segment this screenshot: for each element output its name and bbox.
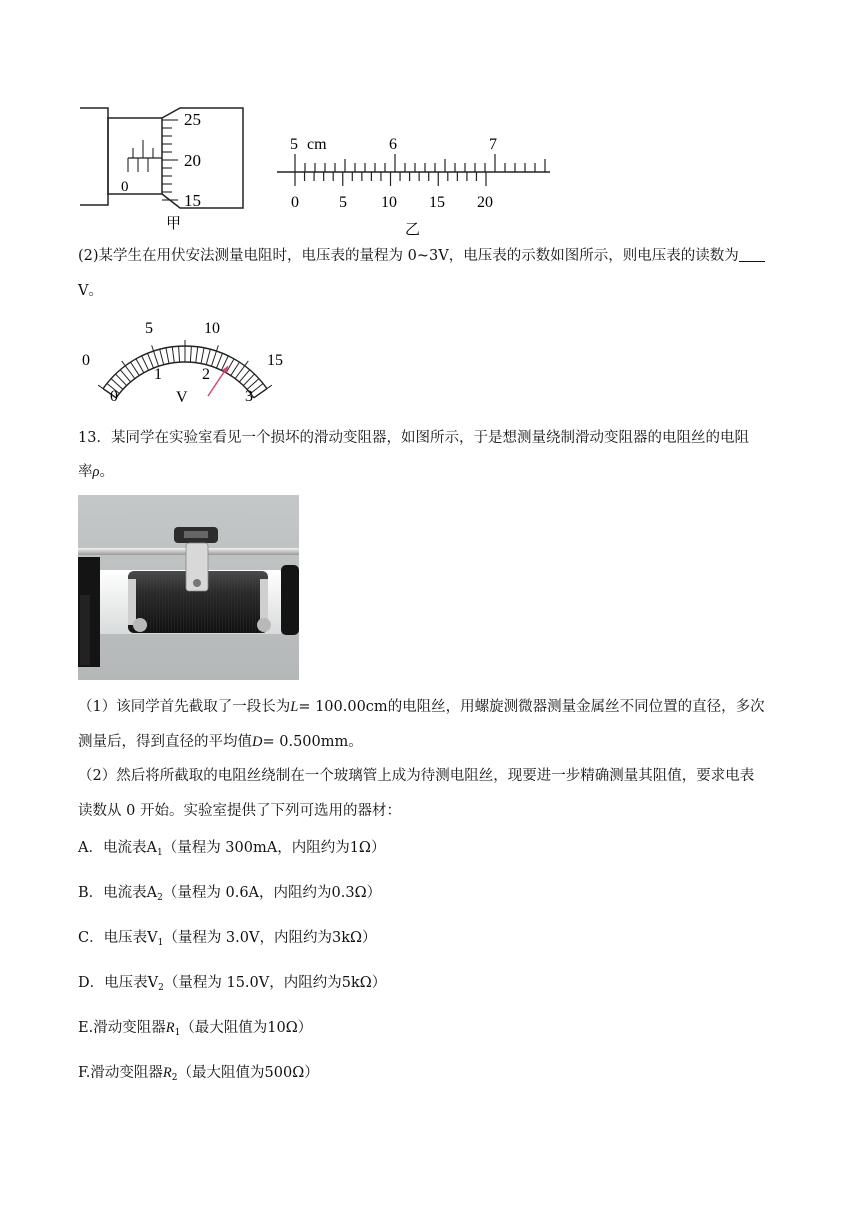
- caliper-caption: 乙: [405, 222, 421, 238]
- option-symbol: A: [146, 885, 158, 901]
- voltmeter-tick: [211, 345, 218, 366]
- upper-scale-label: 0: [82, 352, 90, 369]
- part1-text-cont: 的电阻丝，用螺旋测微器测量金属丝不同位置的直径，多次: [387, 699, 765, 715]
- caliper-vernier-scale: [295, 172, 486, 186]
- lower-scale-label: 3: [245, 388, 253, 405]
- option-detail: （量程为 0.6A，内阻约为0.3Ω）: [162, 885, 382, 901]
- caliper-main-scale: [295, 154, 545, 172]
- voltmeter-tick: [231, 362, 240, 375]
- part2-line-1: （2）然后将所截取的电阻丝绕制在一个玻璃管上成为待测电阻丝，现要进一步精确测量其阻值，要求电表: [78, 768, 755, 784]
- option-subscript: 2: [171, 1073, 178, 1083]
- length-value: = 100.00cm: [298, 699, 388, 715]
- q13-text: 率: [78, 464, 93, 480]
- right-end-cap: [281, 565, 299, 635]
- voltmeter-tick: [136, 359, 144, 373]
- part1-text: 测量后，得到直径的平均值: [78, 734, 252, 750]
- thimble-label: 15: [184, 191, 201, 210]
- voltmeter-tick: [166, 348, 169, 364]
- voltmeter-tick: [216, 353, 222, 368]
- length-symbol: L: [290, 699, 299, 715]
- thimble-label: 25: [184, 110, 201, 129]
- option-detail: （量程为 15.0V，内阻约为5kΩ）: [163, 975, 387, 991]
- q13-line-1: 13．某同学在实验室看见一个损坏的滑动变阻器，如图所示，于是想测量绕制滑动变阻器的电阻丝的电阻: [78, 430, 749, 446]
- option-detail: （量程为 3.0V，内阻约为3kΩ）: [163, 930, 377, 946]
- voltmeter-tick: [160, 349, 164, 364]
- caliper-figure: [275, 130, 565, 238]
- part1-line-1: [78, 697, 765, 717]
- option-symbol: V: [147, 930, 158, 946]
- q2-line-2: V。: [78, 283, 103, 299]
- q2-text: (2)某学生在用伏安法测量电阻时，电压表的量程为 0~3V，电压表的示数如图所示，则电压表的读数为: [78, 248, 739, 264]
- diameter-symbol: D: [252, 734, 263, 750]
- main-scale-label: 5: [290, 136, 298, 153]
- option-subscript: 2: [158, 983, 164, 993]
- option-a: [78, 838, 385, 863]
- option-f: [78, 1063, 319, 1088]
- upper-scale-label: 5: [145, 320, 153, 337]
- option-c: [78, 928, 377, 953]
- option-prefix: E.滑动变阻器: [78, 1020, 166, 1036]
- upper-scale-label: 15: [267, 352, 283, 369]
- voltmeter-tick: [254, 385, 272, 398]
- diameter-value: = 0.500mm: [262, 734, 349, 750]
- option-subscript: 1: [156, 848, 163, 858]
- option-prefix: B．电流表: [78, 885, 147, 901]
- option-subscript: 1: [174, 1028, 181, 1038]
- q13-period: 。: [99, 464, 114, 480]
- vernier-label: 5: [339, 194, 347, 211]
- option-symbol: V: [147, 975, 159, 991]
- option-detail: （最大阻值为500Ω）: [177, 1065, 319, 1081]
- q13-line-2: [78, 462, 114, 482]
- voltmeter-tick: [148, 353, 154, 368]
- lower-scale-label: 1: [154, 366, 162, 383]
- vernier-label: 0: [291, 194, 299, 211]
- part1-line-2: [78, 732, 363, 752]
- vernier-label: 20: [477, 194, 493, 211]
- micrometer-sleeve: [108, 118, 162, 194]
- option-detail: （最大阻值为10Ω）: [180, 1020, 313, 1036]
- part1-period: 。: [348, 734, 363, 750]
- upper-scale-label: 10: [204, 320, 220, 337]
- thimble-label: 20: [184, 151, 201, 170]
- vernier-label: 10: [381, 194, 397, 211]
- option-prefix: F.滑动变阻器: [78, 1065, 163, 1081]
- voltmeter-tick: [190, 346, 191, 362]
- voltmeter-tick: [179, 346, 180, 362]
- option-subscript: 1: [157, 938, 164, 948]
- voltmeter-tick: [142, 356, 149, 370]
- part1-text: （1）该同学首先截取了一段长为: [78, 699, 291, 715]
- option-subscript: 2: [157, 893, 163, 903]
- lower-scale-label: 2: [202, 366, 210, 383]
- option-detail: （量程为 300mA，内阻约为1Ω）: [162, 840, 386, 856]
- voltmeter-tick: [131, 362, 140, 375]
- voltmeter-tick: [201, 348, 204, 364]
- option-d: [78, 973, 386, 998]
- main-scale-label: 6: [389, 136, 397, 153]
- voltmeter-tick: [152, 345, 159, 366]
- lower-scale-label: 0: [110, 388, 118, 405]
- rheostat-photo: [78, 495, 299, 680]
- option-prefix: C．电压表: [78, 930, 148, 946]
- micrometer-caption: 甲: [166, 216, 182, 230]
- micrometer-figure: [78, 100, 248, 230]
- option-symbol: R: [162, 1065, 172, 1081]
- option-symbol: A: [146, 840, 157, 856]
- main-scale-label: 7: [489, 136, 497, 153]
- micrometer-thimble: [162, 108, 243, 208]
- option-b: [78, 883, 381, 908]
- answer-blank[interactable]: [739, 247, 765, 262]
- sleeve-zero-label: 0: [121, 179, 129, 195]
- voltmeter-tick: [172, 347, 174, 363]
- voltmeter-tick: [196, 347, 198, 363]
- option-e: [78, 1018, 312, 1043]
- voltmeter-tick: [206, 349, 210, 364]
- rho-symbol: ρ: [92, 464, 100, 480]
- micrometer-frame: [80, 108, 108, 205]
- option-prefix: D．电压表: [78, 975, 148, 991]
- voltmeter-unit-label: V: [176, 389, 188, 406]
- q2-line-1: [78, 246, 765, 266]
- main-scale-unit: cm: [307, 136, 327, 153]
- option-symbol: R: [165, 1020, 175, 1036]
- option-prefix: A．电流表: [78, 840, 147, 856]
- vernier-label: 15: [429, 194, 445, 211]
- voltmeter-figure: [78, 318, 293, 410]
- part2-line-2: 读数从 0 开始。实验室提供了下列可选用的器材：: [78, 803, 401, 819]
